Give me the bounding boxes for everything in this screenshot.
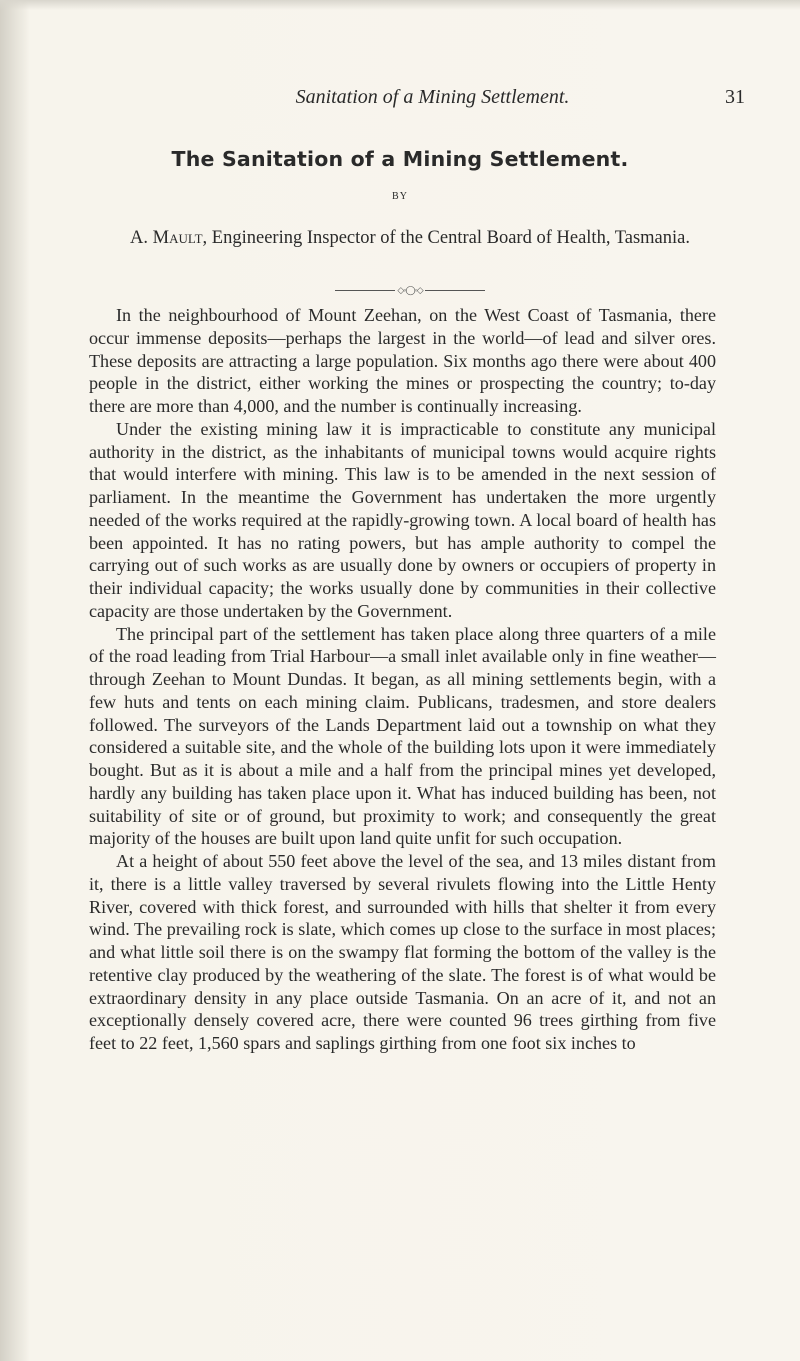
page-binding-edge xyxy=(0,0,30,1361)
ornament-rule-left xyxy=(335,290,395,291)
article-title: The Sanitation of a Mining Settlement. xyxy=(171,147,629,171)
paragraph: Under the existing mining law it is impracticable to constitute any municipal authority in the district, as the inhabitants of municipal towns would acquire rights that would interfere with mining. This law is to be amended in the next session of parliament. In the meantime the Government has undertaken the more urgently needed of the works required at the rapidly-growing town. A local board of health has been appointed. It has no rating powers, but has ample authority to compel the carrying out of such works as are usually done by owners or occupiers of property in their individual capacity; the works usually done by communities in their collective capacity are those undertaken by the Government. xyxy=(89,418,716,621)
ornament-center: ◇◦◯◦◇ xyxy=(397,284,423,295)
author-initial: A. xyxy=(130,228,153,248)
paragraph: The principal part of the settlement has taken place along three quarters of a mile of the road leading from Trial Harbour—a small inlet available only in fine weather—through Zeehan to Mount Dundas. It began, as all mining settlements begin, with a few huts and tents on each mining claim. Publicans, tradesmen, and store dealers followed. The surveyors of the Lands Department laid out a township on what they considered a suitable site, and the whole of the building lots upon it were immediately bought. But as it is about a mile and a half from the principal mines yet developed, hardly any building has taken place upon it. What has induced building has been, not suitability of site or of ground, but proximity to work; and consequently the great majority of the houses are built upon land quite unfit for such occupation. xyxy=(89,623,716,849)
body-text xyxy=(89,304,716,1055)
page-top-edge xyxy=(0,0,800,10)
author-line xyxy=(100,226,720,250)
ornament-rule-right xyxy=(425,290,485,291)
byline: BY xyxy=(392,191,408,202)
paragraph: At a height of about 550 feet above the level of the sea, and 13 miles distant from it, there is a little valley traversed by several rivulets flowing into the Little Henty River, covered with thick forest, and surrounded with hills that shelter it from every wind. The prevailing rock is slate, which comes up close to the surface in most places; and what little soil there is on the swampy flat forming the bottom of the valley is the retentive clay produced by the weathering of the slate. The forest is of what would be extraordinary density in any place outside Tasmania. On an acre of it, and not an exceptionally densely covered acre, there were counted 96 trees girthing from five feet to 22 feet, 1,560 spars and saplings girthing from one foot six inches to xyxy=(89,851,716,1053)
paragraph: In the neighbourhood of Mount Zeehan, on the West Coast of Tasmania, there occur immense deposits—perhaps the largest in the world—of lead and silver ores. These deposits are attracting a large population. Six months ago there were about 400 people in the district, either working the mines or prospecting the country; to-day there are more than 4,000, and the number is continually increasing. xyxy=(89,305,716,416)
author-surname: Mault xyxy=(152,228,203,248)
section-ornament xyxy=(290,283,530,297)
running-head xyxy=(90,86,745,110)
running-title: Sanitation of a Mining Settlement. xyxy=(295,86,570,108)
author-affiliation: , Engineering Inspector of the Central Board of Health, Tasmania. xyxy=(202,228,690,248)
page-number: 31 xyxy=(725,86,745,108)
